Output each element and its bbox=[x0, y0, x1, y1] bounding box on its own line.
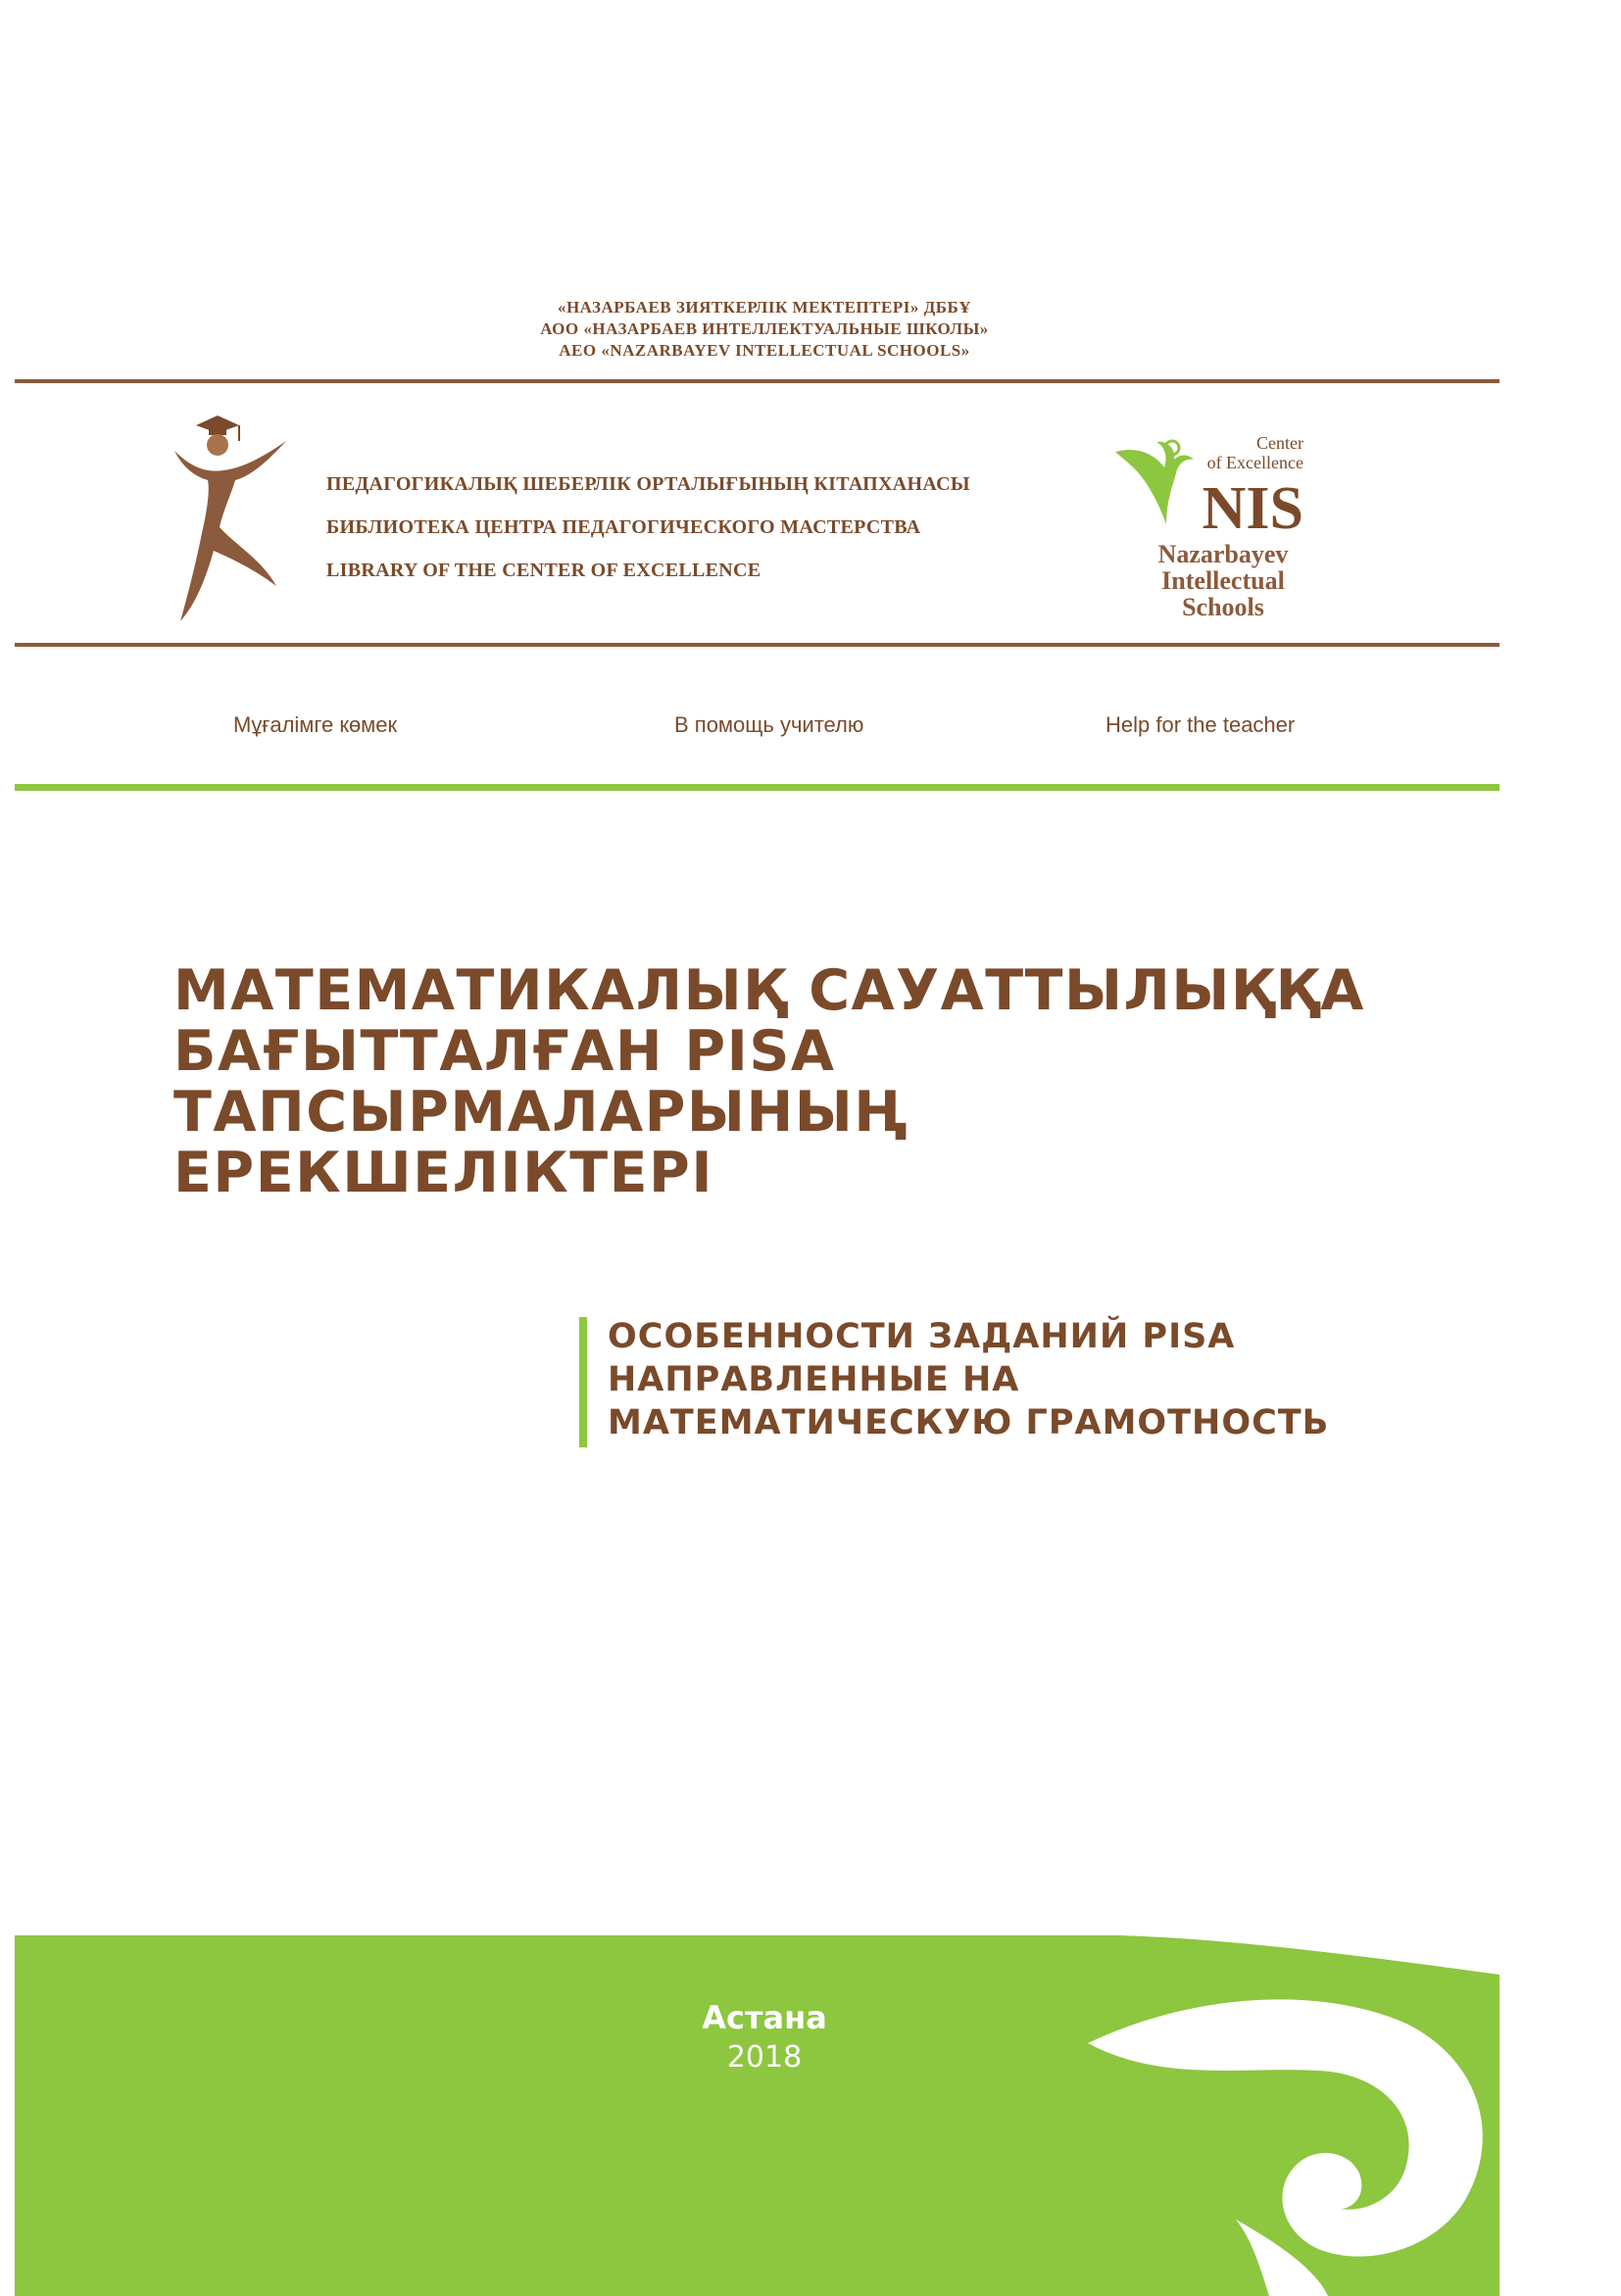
series-label-ru: В помощь учителю bbox=[674, 712, 864, 737]
title-ru-line: МАТЕМАТИЧЕСКУЮ ГРАМОТНОСТЬ bbox=[608, 1403, 1330, 1442]
org-name-kz: «НАЗАРБАЕВ ЗИЯТКЕРЛІК МЕКТЕПТЕРІ» ДББҰ bbox=[557, 298, 972, 317]
green-divider bbox=[15, 784, 1499, 791]
nis-logo-text bbox=[1156, 433, 1303, 472]
title-ru-line: ОСОБЕННОСТИ ЗАДАНИЙ PISA bbox=[608, 1317, 1236, 1356]
library-name-kz: ПЕДАГОГИКАЛЫҚ ШЕБЕРЛІК ОРТАЛЫҒЫНЫҢ КІТАПХАНАСЫ bbox=[326, 473, 970, 495]
title-kazakh bbox=[173, 960, 1399, 1203]
org-name-en: AEO «NAZARBAYEV INTELLECTUAL SCHOOLS» bbox=[559, 341, 970, 360]
publication-city: Астана bbox=[702, 1999, 827, 2036]
publication-year: 2018 bbox=[726, 2040, 803, 2075]
title-russian bbox=[608, 1315, 1392, 1444]
title-kz-line: МАТЕМАТИКАЛЫҚ САУАТТЫЛЫҚҚА bbox=[173, 958, 1365, 1023]
middle-divider bbox=[15, 643, 1499, 647]
footer-ornament-band bbox=[15, 1935, 1499, 2296]
title-ru-line: НАПРАВЛЕННЫЕ НА bbox=[608, 1360, 1020, 1399]
series-label-en: Help for the teacher bbox=[1105, 712, 1296, 737]
teacher-logo-icon bbox=[167, 412, 304, 627]
library-names bbox=[326, 463, 970, 592]
library-name-ru: БИБЛИОТЕКА ЦЕНТРА ПЕДАГОГИЧЕСКОГО МАСТЕРСТВА bbox=[326, 516, 921, 538]
nis-wordmark: NIS bbox=[1202, 475, 1303, 542]
org-name-ru: АОО «НАЗАРБАЕВ ИНТЕЛЛЕКТУАЛЬНЫЕ ШКОЛЫ» bbox=[540, 319, 989, 338]
series-label-kz: Мұғалімге көмек bbox=[233, 712, 398, 737]
nis-of-excellence-text: of Excellence bbox=[1206, 453, 1303, 472]
title-kz-line: БАҒЫТТАЛҒАН PISA bbox=[173, 1019, 836, 1084]
title-kz-line: ЕРЕКШЕЛІКТЕРІ bbox=[173, 1141, 714, 1205]
nis-intellectual-text: Intellectual bbox=[1161, 566, 1285, 595]
nis-schools-text: Schools bbox=[1182, 593, 1264, 621]
subtitle-accent-bar bbox=[579, 1317, 587, 1447]
title-kz-line: ТАПСЫРМАЛАРЫНЫҢ bbox=[173, 1080, 909, 1145]
top-divider bbox=[15, 379, 1499, 383]
library-name-en: LIBRARY OF THE CENTER OF EXCELLENCE bbox=[326, 560, 761, 581]
nis-nazarbayev-text: Nazarbayev bbox=[1157, 540, 1289, 568]
organization-header bbox=[0, 297, 1529, 362]
nis-center-text: Center bbox=[1256, 433, 1303, 453]
nis-school-name bbox=[1137, 541, 1309, 620]
